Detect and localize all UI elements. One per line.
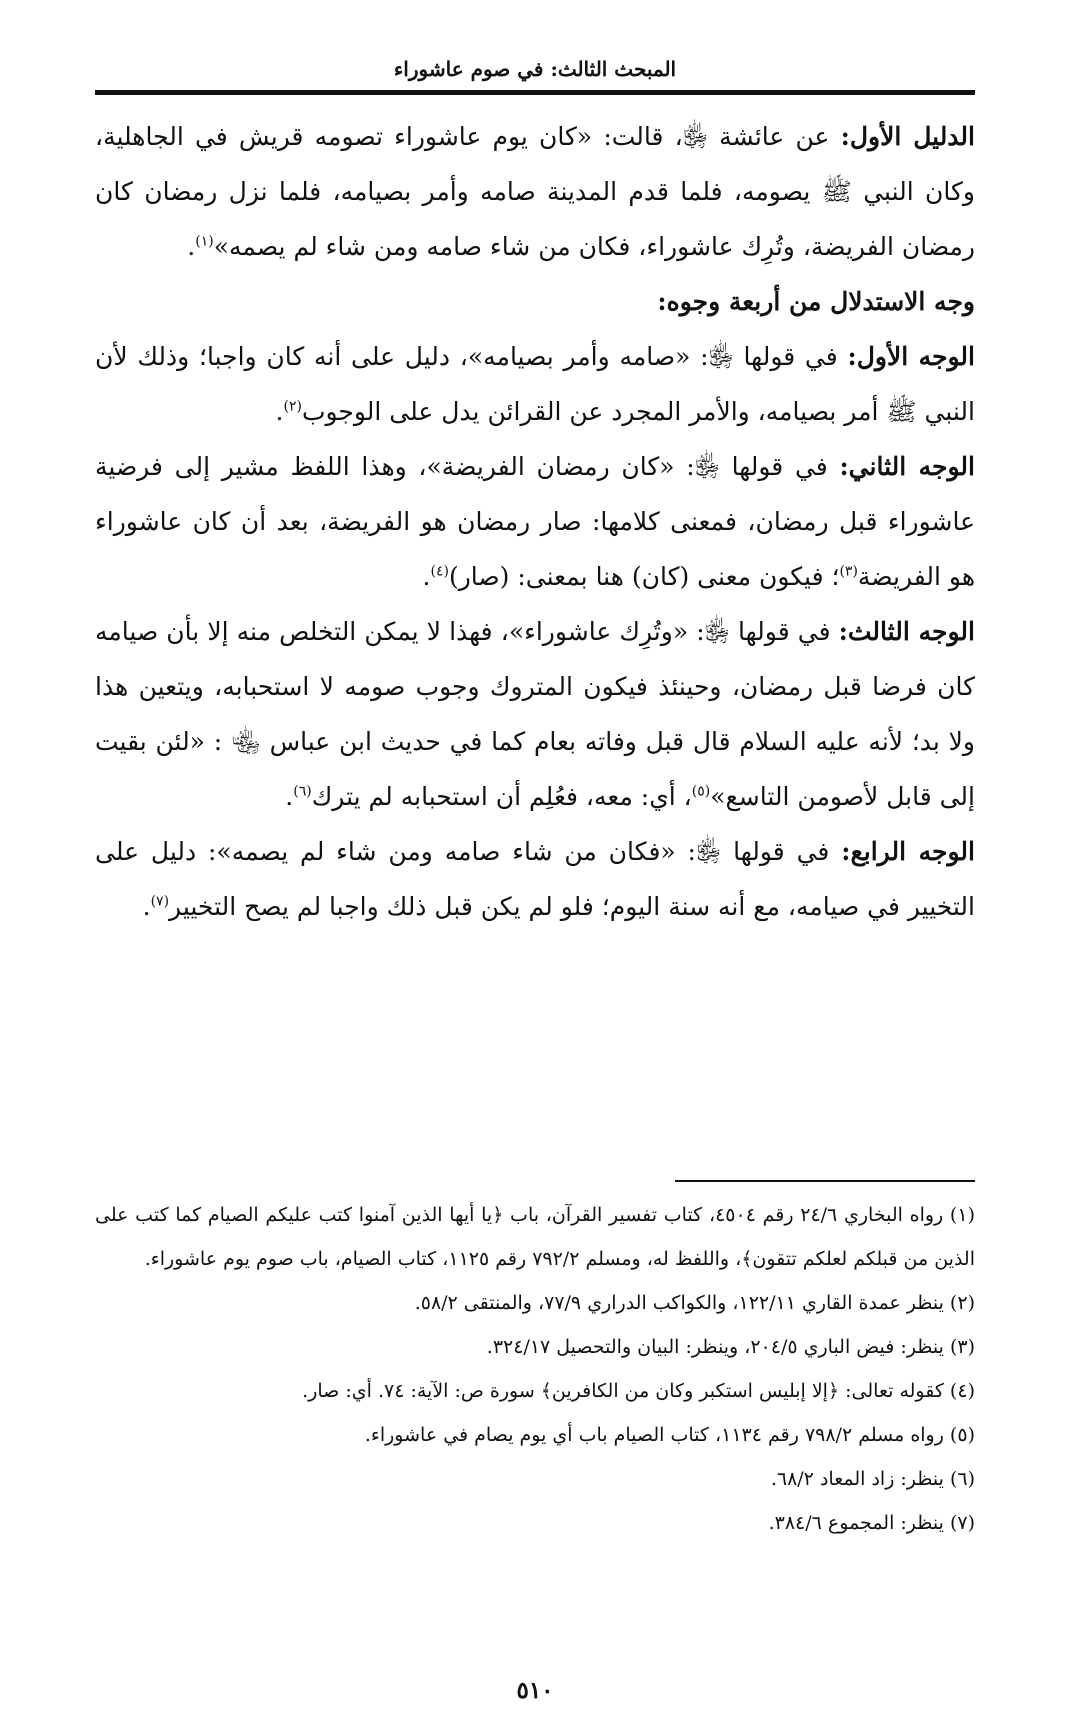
footnote-5: (٥) رواه مسلم ٧٩٨/٢ رقم ١١٣٤، كتاب الصيام باب أي يوم يصام في عاشوراء. <box>364 1424 975 1446</box>
footnote-2: (٢) ينظر عمدة القاري ١٢٢/١١، والكواكب الدراري ٧٧/٩، والمنتقى ٥٨/٢. <box>414 1292 975 1314</box>
aspect-three-end: . <box>285 782 294 811</box>
footnote-6: (٦) ينظر: زاد المعاد ٦٨/٢. <box>770 1468 975 1490</box>
aspect-one-text: في قولها ﵂: «صامه وأمر بصيامه»، دليل على أنه كان واجبا؛ وذلك لأن النبي ﷺ أمر بصيامه، والأمر المجرد عن القرائن يدل على الوجوب <box>95 342 975 426</box>
aspect-four-label: الوجه الرابع: <box>841 837 975 866</box>
footnote-3: (٣) ينظر: فيض الباري ٢٠٤/٥، وينظر: البيان والتحصيل ٣٢٤/١٧. <box>486 1336 975 1358</box>
footnote-ref-3[interactable]: (٣) <box>839 563 858 580</box>
evidence-text: عن عائشة ﵂، قالت: «كان يوم عاشوراء تصومه قريش في الجاهلية، وكان النبي ﷺ يصومه، فلما قدم المدينة صامه وأمر بصيامه، فلما نزل رمضان كان رمضان الفريضة، وتُرِك عاشوراء، فكان من شاء صامه ومن شاء لم يصمه» <box>95 122 975 261</box>
footnote-1: (١) رواه البخاري ٢٤/٦ رقم ٤٥٠٤، كتاب تفسير القرآن، باب ﴿يا أيها الذين آمنوا كتب عليكم الصيام كما كتب على الذين من قبلكم لعلكم تتقون﴾، واللفظ له، ومسلم ٧٩٢/٢ رقم ١١٢٥، كتاب الصيام، باب صوم يوم عاشوراء. <box>95 1204 975 1270</box>
aspect-three-continuation: ، أي: معه، فعُلِم أن استحبابه لم يترك <box>311 782 692 811</box>
aspect-two-text: في قولها ﵂: «كان رمضان الفريضة»، وهذا اللفظ مشير إلى فرضية عاشوراء قبل رمضان، فمعنى كلامها: صار رمضان هو الفريضة، بعد أن كان عاشوراء هو الفريضة <box>95 452 975 591</box>
footnote-ref-6[interactable]: (٦) <box>293 783 312 800</box>
footnote-4: (٤) كقوله تعالى: ﴿إلا إبليس استكبر وكان من الكافرين﴾ سورة ص: الآية: ٧٤. أي: صار. <box>302 1380 975 1402</box>
aspect-two-end: . <box>422 562 431 591</box>
running-head: المبحث الثالث: في صوم عاشوراء <box>393 57 677 81</box>
aspect-three-text: في قولها ﵂: «وتُرِك عاشوراء»، فهذا لا يمكن التخلص منه إلا بأن صيامه كان فرضا قبل رمضان، وحينئذ فيكون المتروك وجوب صومه لا استحبابه، ويتعين هذا ولا بد؛ لأنه عليه السلام قال قبل وفاته بعام كما في حديث ابن عباس ﵄ : «لئن بقيت إلى قابل لأصومن التاسع» <box>95 617 975 811</box>
footnote-ref-4[interactable]: (٤) <box>430 563 449 580</box>
aspect-one-label: الوجه الأول: <box>847 342 975 371</box>
footnote-ref-7[interactable]: (٧) <box>150 893 170 910</box>
aspect-three-label: الوجه الثالث: <box>838 617 975 646</box>
aspect-four-text: في قولها ﵂: «فكان من شاء صامه ومن شاء لم يصمه»: دليل على التخيير في صيامه، مع أنه سنة اليوم؛ فلو لم يكن قبل ذلك واجبا لم يصح التخيير <box>95 837 975 921</box>
aspect-four-end: . <box>142 892 151 921</box>
aspect-two-paragraph <box>95 439 975 604</box>
footnote-ref-2[interactable]: (٢) <box>283 398 302 415</box>
page-number: ٥١٠ <box>516 1677 554 1704</box>
footnotes <box>95 1193 975 1545</box>
aspect-three-paragraph <box>95 604 975 824</box>
aspect-two-continuation: ؛ فيكون معنى (كان) هنا بمعنى: (صار) <box>448 562 840 591</box>
footnote-separator <box>675 1180 975 1182</box>
aspect-two-label: الوجه الثاني: <box>839 452 975 481</box>
aspect-one-end: . <box>275 397 284 426</box>
main-text <box>95 109 975 934</box>
footnote-ref-5[interactable]: (٥) <box>691 783 711 800</box>
footnote-7: (٧) ينظر: المجموع ٣٨٤/٦. <box>768 1512 975 1534</box>
aspect-one-paragraph <box>95 329 975 439</box>
header-rule <box>95 90 975 95</box>
evidence-end: . <box>187 232 196 261</box>
book-page <box>95 52 975 1712</box>
first-evidence-paragraph <box>95 109 975 274</box>
evidence-label: الدليل الأول: <box>840 122 975 151</box>
section-heading: وجه الاستدلال من أربعة وجوه: <box>657 287 975 316</box>
footnote-ref-1[interactable]: (١) <box>195 233 214 250</box>
aspect-four-paragraph <box>95 824 975 934</box>
